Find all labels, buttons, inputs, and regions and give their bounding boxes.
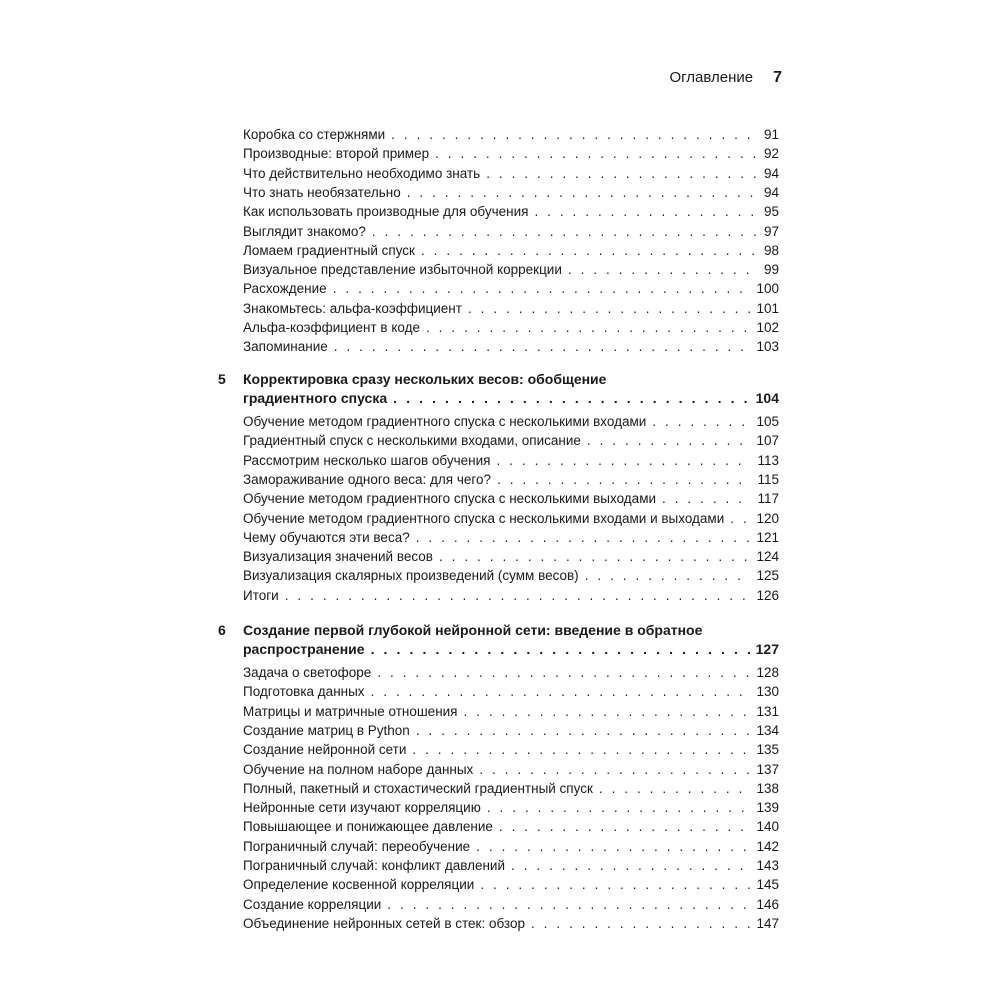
toc-entry-title: Задача о светофоре <box>243 665 372 680</box>
toc-entry-title: Производные: второй пример <box>243 146 430 162</box>
toc-entry-page: 94 <box>763 165 779 181</box>
toc-entry <box>243 260 779 279</box>
toc-entry-page: 91 <box>763 127 779 142</box>
toc-entry-title: Ломаем градиентный спуск <box>243 242 415 258</box>
toc-entry-page: 105 <box>756 414 779 429</box>
toc-entry-page: 94 <box>763 184 779 200</box>
header-title: Оглавление <box>669 69 754 86</box>
dot-leader <box>426 318 750 337</box>
dot-leader <box>568 260 758 279</box>
toc-entry-page: 125 <box>756 568 779 584</box>
toc-entry-title: Итоги <box>243 587 279 603</box>
toc-entry-page: 117 <box>757 491 779 507</box>
dot-leader <box>730 509 750 528</box>
toc-entry <box>243 202 779 221</box>
dot-leader <box>662 489 751 508</box>
dot-leader <box>476 837 750 856</box>
toc-entry <box>243 798 779 817</box>
toc-entry <box>243 183 779 202</box>
toc-entry <box>243 470 779 489</box>
toc-entry <box>243 164 779 183</box>
toc-entry-page: 142 <box>756 838 779 854</box>
dot-leader <box>412 740 750 759</box>
toc-entry-title: Градиентный спуск с несколькими входами, описание <box>243 433 581 449</box>
toc-entry-title: Создание матриц в Python <box>243 722 410 738</box>
header-page-number: 7 <box>773 69 782 86</box>
toc-entry <box>243 740 779 759</box>
toc-entry <box>243 299 779 318</box>
toc-entry-title: Визуализация значений весов <box>243 549 433 565</box>
toc-entry-title: Обучение методом градиентного спуска с несколькими входами <box>243 414 647 429</box>
chapter-title-line2-row <box>243 640 779 659</box>
toc-entry-page: 128 <box>756 665 779 680</box>
dot-leader <box>435 144 758 163</box>
dot-leader <box>416 528 751 547</box>
toc-entry-page: 134 <box>756 722 779 738</box>
toc-entry-page: 92 <box>763 146 779 162</box>
dot-leader <box>479 760 750 779</box>
toc-entry-page: 101 <box>756 300 779 316</box>
toc-entry-title: Расхождение <box>243 281 327 297</box>
toc-entry <box>243 856 779 875</box>
dot-leader <box>480 875 750 894</box>
toc-entry-title: Что знать необязательно <box>243 184 401 200</box>
toc-entry-page: 99 <box>763 262 779 278</box>
toc-entry <box>243 779 779 798</box>
dot-leader <box>407 183 758 202</box>
toc-entry-page: 137 <box>756 761 779 777</box>
toc-entry <box>243 144 779 163</box>
toc-entry-page: 140 <box>756 819 779 835</box>
dot-leader <box>371 640 750 659</box>
toc-entry <box>243 721 779 740</box>
toc-entry <box>243 318 779 337</box>
toc-entry-title: Обучение на полном наборе данных <box>243 761 474 777</box>
dot-leader <box>393 389 750 408</box>
toc-entry-page: 121 <box>756 529 779 545</box>
dot-leader <box>511 856 750 875</box>
toc-entry-title: Создание корреляции <box>243 896 382 912</box>
toc-entry-title: Объединение нейронных сетей в стек: обзор <box>243 915 525 931</box>
toc-entry <box>243 682 779 701</box>
dot-leader <box>285 586 751 605</box>
toc-entry <box>243 222 779 241</box>
toc-entry-title: Обучение методом градиентного спуска с несколькими входами и выходами <box>243 510 725 526</box>
toc-entry-title: Чему обучаются эти веса? <box>243 529 410 545</box>
toc-entry-title: Замораживание одного веса: для чего? <box>243 471 492 487</box>
toc-entry-title: Визуализация скалярных произведений (сумм весов) <box>243 568 579 584</box>
toc-entry-title: Что действительно необходимо знать <box>243 165 481 181</box>
dot-leader <box>372 222 758 241</box>
dot-leader <box>497 470 751 489</box>
toc-entry-title: Матрицы и матричные отношения <box>243 703 458 719</box>
toc-entry <box>243 489 779 508</box>
toc-entry-title: Подготовка данных <box>243 684 365 700</box>
toc-entry <box>243 528 779 547</box>
toc-entry <box>243 451 779 470</box>
toc-entry-page: 124 <box>756 549 779 565</box>
toc-entry-page: 98 <box>763 242 779 258</box>
dot-leader <box>496 451 751 470</box>
toc-entry-title: Визуальное представление избыточной коррекции <box>243 262 562 278</box>
dot-leader <box>334 337 751 356</box>
toc-entry-page: 120 <box>756 510 779 526</box>
dot-leader <box>421 241 758 260</box>
toc-entry-page: 97 <box>763 223 779 239</box>
toc-entry-title: Как использовать производные для обучения <box>243 204 529 220</box>
toc-entry-title: Повышающее и понижающее давление <box>243 819 493 835</box>
toc-entry <box>243 702 779 721</box>
toc-entry <box>243 547 779 566</box>
chapter-number: 6 <box>218 622 226 638</box>
toc-entry-title: Запоминание <box>243 339 328 355</box>
dot-leader <box>599 779 751 798</box>
toc-entry <box>243 875 779 894</box>
dot-leader <box>416 721 751 740</box>
toc-entry <box>243 817 779 836</box>
chapter-title-line2-row <box>243 389 779 408</box>
dot-leader <box>387 895 750 914</box>
dot-leader <box>371 682 751 701</box>
toc-entry <box>243 663 779 682</box>
toc-entry-title: Пограничный случай: переобучение <box>243 838 471 854</box>
toc-entry <box>243 412 779 431</box>
dot-leader <box>587 431 751 450</box>
toc-entry <box>243 125 779 144</box>
toc-entry <box>243 914 779 933</box>
dot-leader <box>391 125 758 144</box>
toc-entry <box>243 895 779 914</box>
toc-entry-page: 126 <box>756 587 779 603</box>
toc-entry <box>243 241 779 260</box>
toc-entry-page: 145 <box>756 877 779 893</box>
toc-entry-page: 102 <box>756 320 779 335</box>
toc-entry <box>243 509 779 528</box>
toc-entry-page: 139 <box>756 800 779 816</box>
toc-entry-title: Рассмотрим несколько шагов обучения <box>243 452 491 468</box>
dot-leader <box>468 299 751 318</box>
toc-entry-page: 143 <box>756 858 779 873</box>
toc-entry-page: 135 <box>756 742 779 758</box>
toc-entry-title: Пограничный случай: конфликт давлений <box>243 858 506 873</box>
dot-leader <box>464 702 751 721</box>
toc-entry-title: Создание нейронной сети <box>243 742 407 758</box>
toc-entry-title: Нейронные сети изучают корреляцию <box>243 800 481 816</box>
dot-leader <box>585 566 751 585</box>
dot-leader <box>499 817 751 836</box>
toc-entry <box>243 431 779 450</box>
toc-entry-page: 130 <box>756 684 779 700</box>
toc-entry-page: 146 <box>756 896 779 912</box>
toc-entry <box>243 586 779 605</box>
toc-entry-page: 115 <box>757 471 779 487</box>
dot-leader <box>333 279 751 298</box>
toc-entry-page: 107 <box>756 433 779 449</box>
dot-leader <box>531 914 751 933</box>
toc-entry-page: 103 <box>756 339 779 355</box>
toc-entry-page: 131 <box>756 703 779 719</box>
toc-entry-title: Полный, пакетный и стохастический градиентный спуск <box>243 780 593 796</box>
toc-entry-page: 100 <box>756 281 779 297</box>
toc-entry-title: Коробка со стержнями <box>243 127 386 142</box>
toc-entry <box>243 566 779 585</box>
dot-leader <box>486 164 758 183</box>
toc-entry-page: 95 <box>763 204 779 220</box>
toc-entry-title: Выглядит знакомо? <box>243 223 366 239</box>
toc-entry-title: Знакомьтесь: альфа-коэффициент <box>243 300 462 316</box>
chapter-title-line2: распространение <box>243 641 365 657</box>
dot-leader <box>487 798 751 817</box>
toc-entry-title: Обучение методом градиентного спуска с несколькими выходами <box>243 491 657 507</box>
toc-entry <box>243 837 779 856</box>
dot-leader <box>439 547 751 566</box>
toc-entry-page: 113 <box>757 452 779 468</box>
dot-leader <box>652 412 750 431</box>
chapter-page: 127 <box>755 641 779 657</box>
toc-entry <box>243 760 779 779</box>
chapter-page: 104 <box>755 390 779 406</box>
toc-entry-page: 147 <box>756 915 779 931</box>
dot-leader <box>534 202 758 221</box>
toc-entry <box>243 337 779 356</box>
toc-entry-page: 138 <box>756 780 779 796</box>
chapter-title-line1: Корректировка сразу нескольких весов: обобщение <box>243 371 607 387</box>
chapter-title-line2: градиентного спуска <box>243 390 388 406</box>
chapter-number: 5 <box>218 371 226 387</box>
toc-entry-title: Альфа-коэффициент в коде <box>243 320 420 335</box>
dot-leader <box>377 663 750 682</box>
toc-entry-title: Определение косвенной корреляции <box>243 877 475 893</box>
toc-entry <box>243 279 779 298</box>
chapter-title-line1: Создание первой глубокой нейронной сети: введение в обратное <box>243 622 703 638</box>
